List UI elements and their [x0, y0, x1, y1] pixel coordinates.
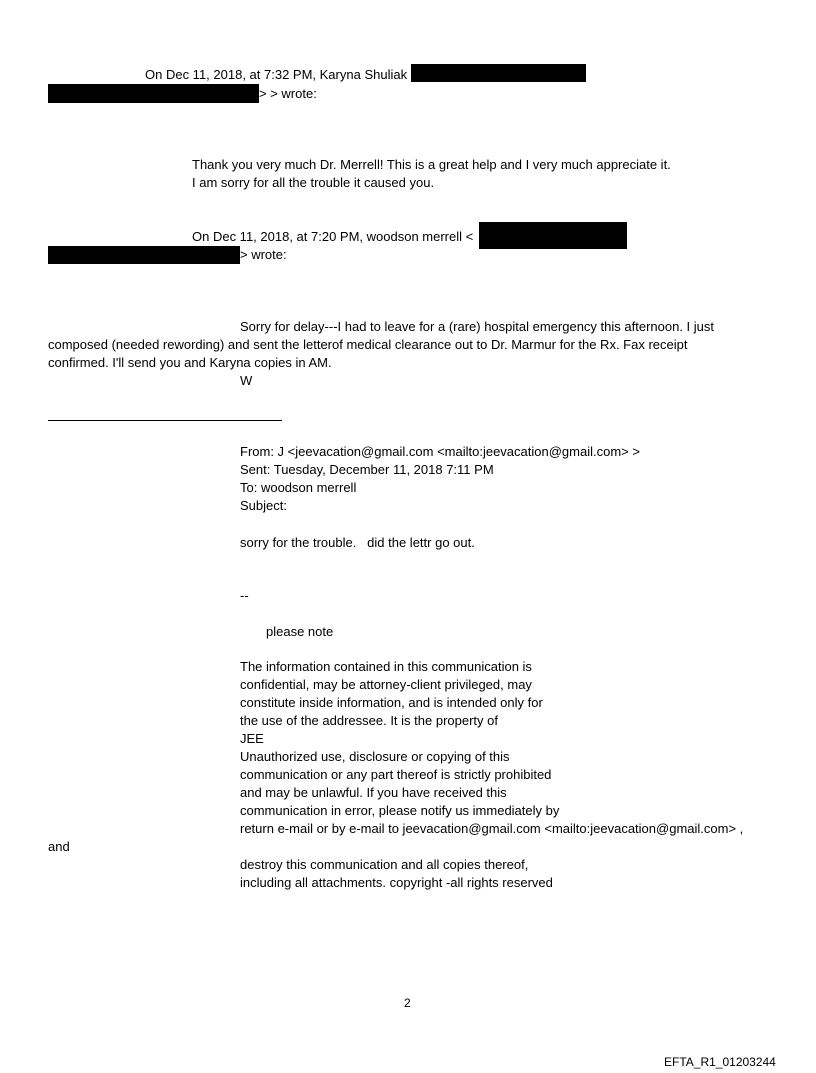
header-2-line-2: > wrote: [240, 247, 287, 262]
please-note: please note [266, 624, 334, 639]
original-to: To: woodson merrell [240, 480, 357, 495]
disclaimer-line: the use of the addressee. It is the property of [240, 713, 498, 728]
disclaimer-and: and [48, 839, 70, 854]
disclaimer-line: constitute inside information, and is intended only for [240, 695, 543, 710]
reply-2-line-1: Sorry for delay---I had to leave for a (rare) hospital emergency this afternoon. I just [240, 319, 714, 334]
redaction-box [48, 246, 240, 264]
redaction-box [479, 222, 627, 249]
disclaimer-line: return e-mail or by e-mail to jeevacation@gmail.com <mailto:jeevacation@gmail.com> , [240, 821, 744, 836]
disclaimer-line: The information contained in this communication is [240, 659, 532, 674]
disclaimer-line: confidential, may be attorney-client privileged, may [240, 677, 532, 692]
disclaimer-line: communication or any part thereof is strictly prohibited [240, 767, 552, 782]
header-1-line-1: On Dec 11, 2018, at 7:32 PM, Karyna Shuliak [145, 67, 408, 82]
disclaimer-line: communication in error, please notify us immediately by [240, 803, 560, 818]
reply-2-line-2: composed (needed rewording) and sent the letterof medical clearance out to Dr. Marmur for the Rx. Fax receipt [48, 337, 688, 352]
separator-line [48, 420, 282, 421]
original-from: From: J <jeevacation@gmail.com <mailto:jeevacation@gmail.com> > [240, 444, 640, 459]
reply-1-line-1: Thank you very much Dr. Merrell! This is a great help and I very much appreciate it. [192, 157, 671, 172]
original-sent: Sent: Tuesday, December 11, 2018 7:11 PM [240, 462, 494, 477]
disclaimer-line: and may be unlawful. If you have received this [240, 785, 507, 800]
reply-2-signature: W [240, 373, 253, 388]
header-2-line-1: On Dec 11, 2018, at 7:20 PM, woodson merrell < [192, 229, 474, 244]
page-number: 2 [404, 996, 411, 1010]
disclaimer-line: Unauthorized use, disclosure or copying of this [240, 749, 510, 764]
document-id: EFTA_R1_01203244 [664, 1055, 776, 1069]
disclaimer-line: JEE [240, 731, 264, 746]
closing-line: destroy this communication and all copies thereof, [240, 857, 529, 872]
reply-1-line-2: I am sorry for all the trouble it caused you. [192, 175, 435, 190]
header-1-line-2: > > wrote: [259, 86, 317, 101]
closing-line: including all attachments. copyright -all rights reserved [240, 875, 553, 890]
original-subject: Subject: [240, 498, 287, 513]
signature-dash: -- [240, 588, 249, 603]
redaction-box [48, 84, 259, 103]
original-body: sorry for the trouble. did the lettr go out. [240, 535, 475, 550]
redaction-box [411, 64, 586, 82]
reply-2-line-3: confirmed. I'll send you and Karyna copies in AM. [48, 355, 332, 370]
